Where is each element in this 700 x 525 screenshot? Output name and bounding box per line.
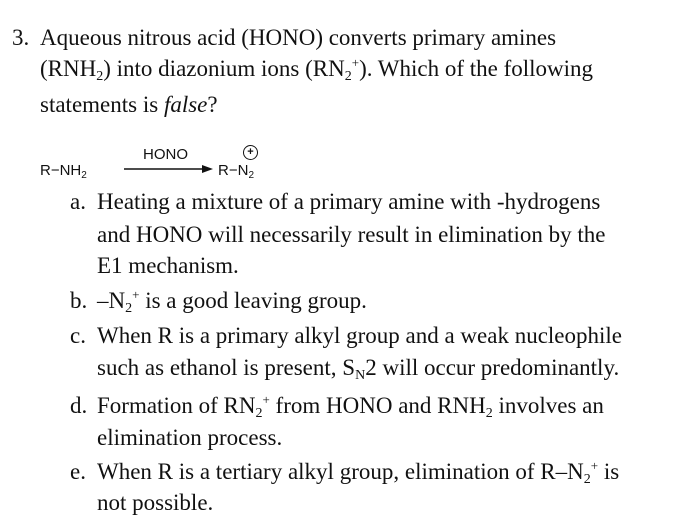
option-d-line-2: elimination process. <box>97 425 283 450</box>
option-c-line-2: such as ethanol is present, $S_N2$ will occur predominantly. <box>97 355 620 383</box>
question-line-1: Aqueous nitrous acid (HONO) converts primary amines <box>40 25 557 50</box>
option-e-line-2: not possible. <box>97 490 214 515</box>
reaction-arrow-icon <box>124 164 214 174</box>
reaction-scheme <box>40 140 300 190</box>
reagent-label: HONO <box>143 146 188 163</box>
question-line-2: $(RNH_2)$ into diazonium ions $(RN_2^+)$. Which of the following <box>40 55 594 84</box>
option-e-letter: e. <box>70 459 86 484</box>
option-a-line-1: Heating a mixture of a primary amine with -hydrogens <box>97 189 601 214</box>
reactant: $R-NH_2$ <box>40 162 87 181</box>
option-a-letter: a. <box>70 189 86 214</box>
option-c-line-1: When R is a primary alkyl group and a weak nucleophile <box>97 323 623 348</box>
option-b-line-1: $-N_2^+$ is a good leaving group. <box>97 287 367 316</box>
option-b-letter: b. <box>70 288 88 313</box>
positive-charge-icon: + <box>243 145 258 160</box>
option-e-line-1: When R is a tertiary alkyl group, elimination of $R-N_2^+$ is <box>97 458 620 487</box>
option-d-letter: d. <box>70 393 88 418</box>
option-c-letter: c. <box>70 323 86 348</box>
question-line-3: statements is false? <box>40 92 218 117</box>
question-number: 3. <box>12 25 30 50</box>
option-d-line-1: Formation of $RN_2^+$ from HONO and $RNH_2$ involves an <box>97 392 604 421</box>
product: $R-N_2$ <box>218 162 254 181</box>
option-a-line-3: E1 mechanism. <box>97 253 239 278</box>
option-a-line-2: and HONO will necessarily result in elimination by the <box>97 222 606 247</box>
